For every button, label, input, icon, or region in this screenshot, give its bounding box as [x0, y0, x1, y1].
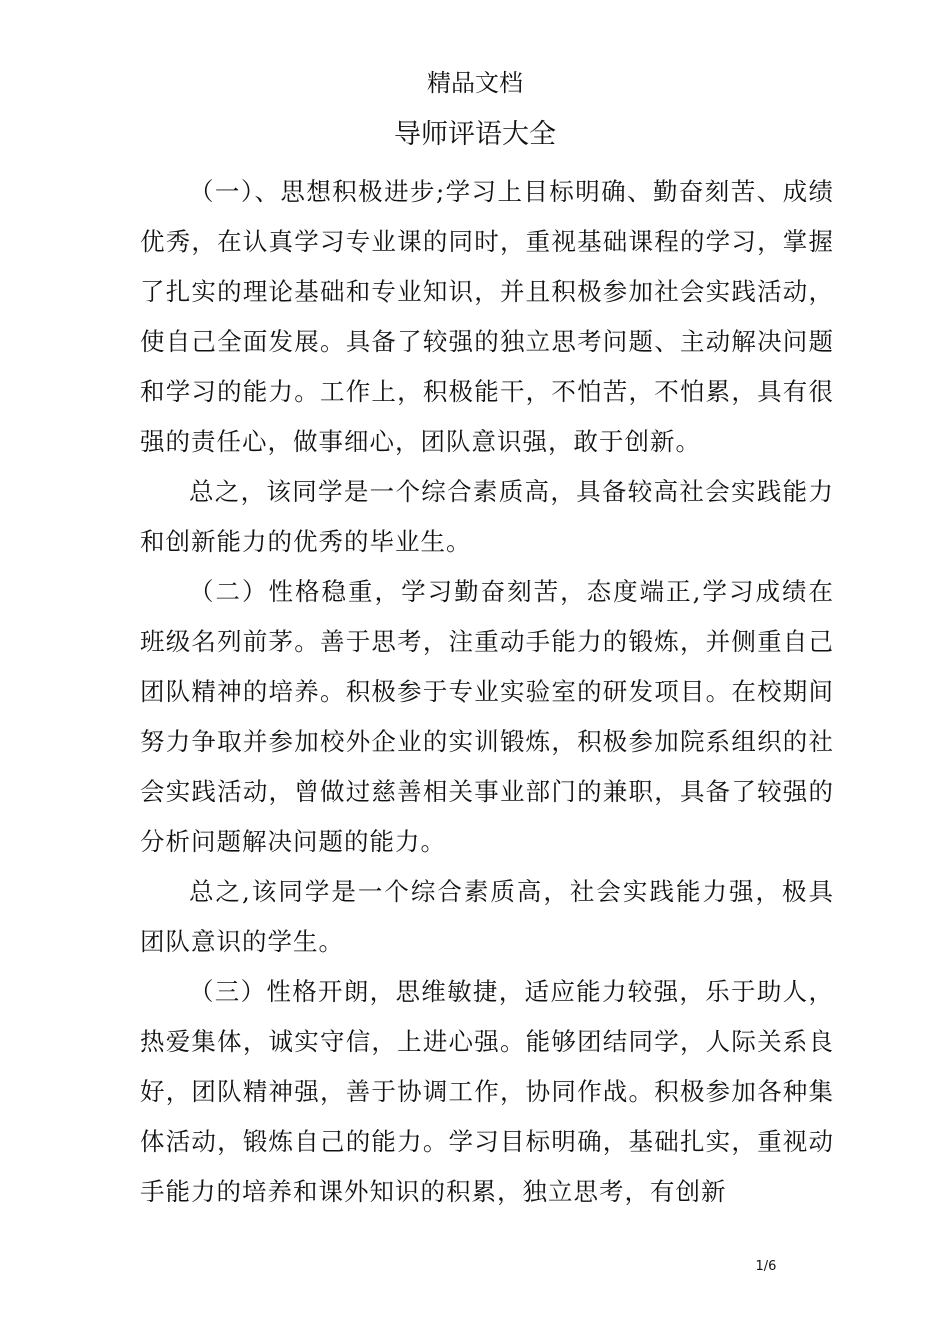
page-header: 精品文档 [427, 69, 523, 97]
paragraph-5: （三）性格开朗，思维敏捷，适应能力较强，乐于助人，热爱集体，诚实守信，上进心强。能够团结同学，人际关系良好，团队精神强，善于协调工作，协同作战。积极参加各种集体活动，锻炼自己的能力。学习目标明确，基础扎实，重视动手能力的培养和课外知识的积累，独立思考，有创新 [140, 977, 834, 1206]
document-body [140, 167, 834, 1217]
paragraph-4: 总之,该同学是一个综合素质高，社会实践能力强，极具团队意识的学生。 [140, 877, 834, 956]
page-number: 1/6 [755, 1259, 777, 1274]
document-title: 导师评语大全 [394, 119, 556, 150]
paragraph-3: （二）性格稳重，学习勤奋刻苦，态度端正,学习成绩在班级名列前茅。善于思考，注重动手能力的锻炼，并侧重自己团队精神的培养。积极参于专业实验室的研发项目。在校期间努力争取并参加校外企业的实训锻炼，积极参加院系组织的社会实践活动，曾做过慈善相关事业部门的兼职，具备了较强的分析问题解决问题的能力。 [140, 577, 834, 856]
paragraph-1: （一）、思想积极进步;学习上目标明确、勤奋刻苦、成绩优秀，在认真学习专业课的同时，重视基础课程的学习，掌握了扎实的理论基础和专业知识，并且积极参加社会实践活动，使自己全面发展。具备了较强的独立思考问题、主动解决问题和学习的能力。工作上，积极能干，不怕苦，不怕累，具有很强的责任心，做事细心，团队意识强，敢于创新。 [140, 177, 834, 456]
paragraph-2: 总之，该同学是一个综合素质高，具备较高社会实践能力和创新能力的优秀的毕业生。 [140, 477, 834, 556]
